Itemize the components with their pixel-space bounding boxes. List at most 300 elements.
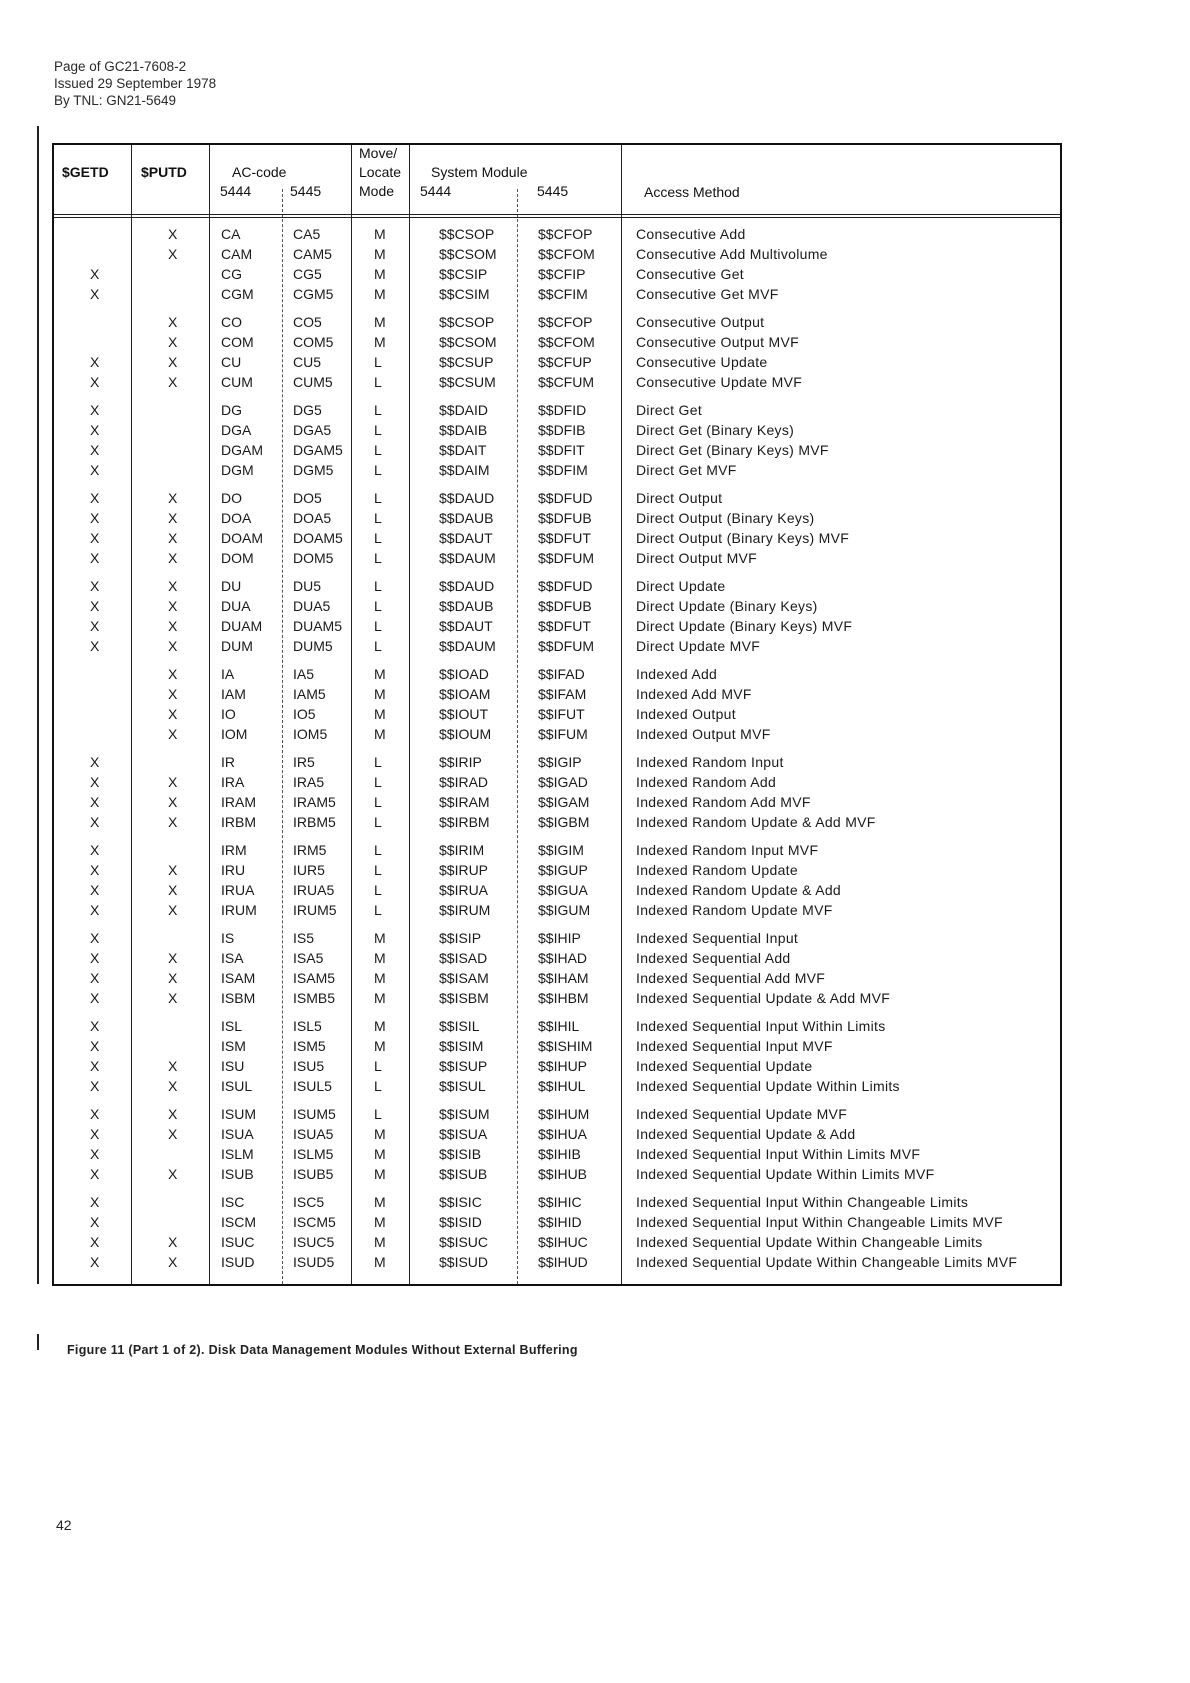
getd-cell: X (90, 970, 100, 986)
mode-cell: M (374, 1018, 386, 1034)
module-5444-cell: $$CSIP (439, 266, 488, 282)
table-row (54, 420, 1060, 440)
ac-5444-cell: ISAM (221, 970, 256, 986)
ac-5445-cell: ISU5 (293, 1058, 325, 1074)
ac-5444-cell: DUM (221, 638, 253, 654)
ac-5444-cell: DG (221, 402, 242, 418)
putd-cell: X (168, 794, 178, 810)
access-method-cell: Direct Output (Binary Keys) MVF (636, 530, 850, 546)
access-method-cell: Consecutive Get (636, 266, 744, 282)
row-group (54, 576, 1060, 664)
mode-cell: M (374, 1234, 386, 1250)
mode-cell: M (374, 706, 386, 722)
access-method-cell: Indexed Random Input MVF (636, 842, 819, 858)
ac-5444-cell: IRUA (221, 882, 255, 898)
module-5445-cell: $$IGUP (538, 862, 588, 878)
putd-cell: X (168, 902, 178, 918)
putd-cell: X (168, 666, 178, 682)
getd-cell: X (90, 794, 100, 810)
ac-5445-cell: CU5 (293, 354, 322, 370)
ac-5445-cell: DOAM5 (293, 530, 343, 546)
module-5445-cell: $$DFIB (538, 422, 586, 438)
mode-cell: M (374, 930, 386, 946)
module-5445-cell: $$IHUM (538, 1106, 590, 1122)
col-header-ac-5445: 5445 (290, 183, 322, 199)
putd-cell: X (168, 1106, 178, 1122)
putd-cell: X (168, 578, 178, 594)
ac-5444-cell: IRAM (221, 794, 256, 810)
revision-bar-caption (37, 1334, 39, 1350)
row-group (54, 928, 1060, 1016)
table-row (54, 988, 1060, 1008)
ac-5444-cell: DUA (221, 598, 251, 614)
access-method-cell: Direct Output (Binary Keys) (636, 510, 815, 526)
mode-cell: M (374, 1166, 386, 1182)
module-5445-cell: $$IFUM (538, 726, 588, 742)
ac-5444-cell: IRBM (221, 814, 256, 830)
table-row (54, 528, 1060, 548)
module-5445-cell: $$IHUA (538, 1126, 588, 1142)
getd-cell: X (90, 1254, 100, 1270)
ac-5445-cell: CA5 (293, 226, 321, 242)
ac-5445-cell: ISCM5 (293, 1214, 336, 1230)
getd-cell: X (90, 1214, 100, 1230)
module-5444-cell: $$IRAD (439, 774, 489, 790)
access-method-cell: Indexed Sequential Update & Add (636, 1126, 856, 1142)
ac-5444-cell: DO (221, 490, 242, 506)
ac-5445-cell: IA5 (293, 666, 315, 682)
putd-cell: X (168, 1078, 178, 1094)
ac-5445-cell: ISUD5 (293, 1254, 335, 1270)
access-method-cell: Indexed Sequential Update Within Limits (636, 1078, 900, 1094)
module-5445-cell: $$CFIM (538, 286, 588, 302)
ac-5445-cell: DGA5 (293, 422, 332, 438)
ac-5445-cell: DOA5 (293, 510, 332, 526)
getd-cell: X (90, 1194, 100, 1210)
mode-cell: M (374, 1126, 386, 1142)
table-row (54, 772, 1060, 792)
ac-5444-cell: CO (221, 314, 242, 330)
access-method-cell: Indexed Add (636, 666, 718, 682)
ac-5445-cell: DGAM5 (293, 442, 343, 458)
ac-5445-cell: IRBM5 (293, 814, 336, 830)
module-5444-cell: $$IRAM (439, 794, 490, 810)
access-method-cell: Direct Get (Binary Keys) MVF (636, 442, 829, 458)
module-5445-cell: $$IHBM (538, 990, 589, 1006)
module-5444-cell: $$ISBM (439, 990, 489, 1006)
access-method-cell: Indexed Output (636, 706, 736, 722)
access-method-cell: Consecutive Add Multivolume (636, 246, 828, 262)
putd-cell: X (168, 862, 178, 878)
module-5444-cell: $$IOUM (439, 726, 492, 742)
module-5445-cell: $$IHID (538, 1214, 582, 1230)
module-5445-cell: $$IHUL (538, 1078, 586, 1094)
getd-cell: X (90, 1038, 100, 1054)
mode-cell: L (374, 402, 382, 418)
table-row (54, 812, 1060, 832)
getd-cell: X (90, 754, 100, 770)
putd-cell: X (168, 726, 178, 742)
ac-5445-cell: IRUA5 (293, 882, 335, 898)
getd-cell: X (90, 550, 100, 566)
access-method-cell: Consecutive Update (636, 354, 768, 370)
module-5444-cell: $$IOAM (439, 686, 491, 702)
module-5445-cell: $$DFUM (538, 550, 595, 566)
table-row (54, 684, 1060, 704)
module-5444-cell: $$IRBM (439, 814, 490, 830)
getd-cell: X (90, 354, 100, 370)
ac-5445-cell: ISUB5 (293, 1166, 334, 1182)
ac-5445-cell: ISA5 (293, 950, 324, 966)
ac-5444-cell: CAM (221, 246, 253, 262)
header-tnl: By TNL: GN21-5649 (54, 93, 177, 108)
access-method-cell: Indexed Random Update & Add MVF (636, 814, 876, 830)
module-5444-cell: $$IOAD (439, 666, 489, 682)
access-method-cell: Indexed Sequential Update Within Changeable Limits MVF (636, 1254, 1018, 1270)
module-5445-cell: $$DFUB (538, 510, 592, 526)
module-5445-cell: $$CFOP (538, 226, 593, 242)
module-5445-cell: $$CFOM (538, 246, 595, 262)
getd-cell: X (90, 1078, 100, 1094)
ac-5444-cell: IA (221, 666, 235, 682)
ac-5444-cell: COM (221, 334, 254, 350)
getd-cell: X (90, 1166, 100, 1182)
putd-cell: X (168, 618, 178, 634)
module-5445-cell: $$CFUM (538, 374, 595, 390)
access-method-cell: Indexed Sequential Update (636, 1058, 813, 1074)
ac-5445-cell: IS5 (293, 930, 315, 946)
module-5444-cell: $$DAUB (439, 510, 494, 526)
module-5445-cell: $$DFUD (538, 578, 593, 594)
access-method-cell: Indexed Sequential Input Within Changeable Limits (636, 1194, 969, 1210)
table-row (54, 1252, 1060, 1272)
mode-cell: M (374, 314, 386, 330)
ac-5444-cell: ISUC (221, 1234, 255, 1250)
access-method-cell: Indexed Random Input (636, 754, 784, 770)
access-method-cell: Direct Update (Binary Keys) (636, 598, 818, 614)
ac-5444-cell: CGM (221, 286, 254, 302)
mode-cell: L (374, 442, 382, 458)
getd-cell: X (90, 930, 100, 946)
mode-cell: L (374, 462, 382, 478)
putd-cell: X (168, 510, 178, 526)
module-5444-cell: $$ISIB (439, 1146, 482, 1162)
module-5444-cell: $$DAIB (439, 422, 488, 438)
module-5444-cell: $$CSOM (439, 334, 497, 350)
ac-5444-cell: ISA (221, 950, 244, 966)
ac-5444-cell: IO (221, 706, 236, 722)
table-row (54, 1056, 1060, 1076)
mode-cell: M (374, 970, 386, 986)
col-header-ac-code: AC-code (232, 164, 287, 180)
module-5444-cell: $$IRUP (439, 862, 489, 878)
ac-5444-cell: IR (221, 754, 235, 770)
table-row (54, 1076, 1060, 1096)
putd-cell: X (168, 246, 178, 262)
module-5444-cell: $$DAIT (439, 442, 487, 458)
module-5445-cell: $$CFIP (538, 266, 586, 282)
ac-5445-cell: IRAM5 (293, 794, 336, 810)
module-5445-cell: $$IGAD (538, 774, 588, 790)
getd-cell: X (90, 1106, 100, 1122)
putd-cell: X (168, 638, 178, 654)
row-group (54, 224, 1060, 312)
table-row (54, 332, 1060, 352)
table-row (54, 1104, 1060, 1124)
ac-5444-cell: ISC (221, 1194, 245, 1210)
module-5445-cell: $$DFUM (538, 638, 595, 654)
module-5445-cell: $$IHIC (538, 1194, 582, 1210)
mode-cell: L (374, 814, 382, 830)
mode-cell: M (374, 1146, 386, 1162)
access-method-cell: Indexed Random Add (636, 774, 777, 790)
getd-cell: X (90, 462, 100, 478)
module-5445-cell: $$IFAD (538, 666, 585, 682)
access-method-cell: Consecutive Output (636, 314, 765, 330)
putd-cell: X (168, 1166, 178, 1182)
putd-cell: X (168, 530, 178, 546)
table-row (54, 948, 1060, 968)
module-5445-cell: $$IGBM (538, 814, 590, 830)
access-method-cell: Indexed Sequential Input Within Limits (636, 1018, 886, 1034)
module-5444-cell: $$CSUM (439, 374, 496, 390)
ac-5445-cell: IUR5 (293, 862, 325, 878)
table-row (54, 752, 1060, 772)
mode-cell: M (374, 686, 386, 702)
ac-5444-cell: IRU (221, 862, 246, 878)
putd-cell: X (168, 970, 178, 986)
module-5445-cell: $$DFIT (538, 442, 585, 458)
mode-cell: L (374, 638, 382, 654)
ac-5445-cell: ISUL5 (293, 1078, 332, 1094)
putd-cell: X (168, 550, 178, 566)
getd-cell: X (90, 510, 100, 526)
table-row (54, 312, 1060, 332)
module-5445-cell: $$CFOM (538, 334, 595, 350)
getd-cell: X (90, 1058, 100, 1074)
col-header-mode: Mode (359, 183, 395, 199)
table-row (54, 460, 1060, 480)
getd-cell: X (90, 374, 100, 390)
ac-5445-cell: IAM5 (293, 686, 326, 702)
mode-cell: M (374, 226, 386, 242)
putd-cell: X (168, 314, 178, 330)
table-row (54, 792, 1060, 812)
module-5445-cell: $$IHIB (538, 1146, 581, 1162)
table-row (54, 704, 1060, 724)
module-5444-cell: $$IRIP (439, 754, 482, 770)
mode-cell: M (374, 1194, 386, 1210)
col-header-move: Move/ (359, 145, 398, 161)
mode-cell: L (374, 618, 382, 634)
module-5445-cell: $$IGIM (538, 842, 584, 858)
table-row (54, 400, 1060, 420)
module-5444-cell: $$CSUP (439, 354, 494, 370)
table-row (54, 1016, 1060, 1036)
access-method-cell: Indexed Add MVF (636, 686, 752, 702)
table-row (54, 548, 1060, 568)
module-5444-cell: $$ISIP (439, 930, 482, 946)
module-5444-cell: $$IRIM (439, 842, 485, 858)
page-number: 42 (56, 1517, 72, 1533)
module-5444-cell: $$ISUP (439, 1058, 488, 1074)
col-header-access-method: Access Method (644, 184, 740, 200)
ac-5444-cell: ISUA (221, 1126, 254, 1142)
module-5445-cell: $$IGUA (538, 882, 588, 898)
ac-5445-cell: CAM5 (293, 246, 332, 262)
putd-cell: X (168, 950, 178, 966)
access-method-cell: Direct Get (636, 402, 703, 418)
ac-5444-cell: IS (221, 930, 235, 946)
getd-cell: X (90, 882, 100, 898)
module-5444-cell: $$ISIM (439, 1038, 484, 1054)
module-5445-cell: $$IGIP (538, 754, 582, 770)
module-5445-cell: $$DFUB (538, 598, 592, 614)
table-row (54, 440, 1060, 460)
revision-bar (37, 126, 39, 1284)
mode-cell: L (374, 530, 382, 546)
access-method-cell: Direct Output (636, 490, 723, 506)
access-method-cell: Indexed Random Add MVF (636, 794, 811, 810)
header-page-ref: Page of GC21-7608-2 (54, 59, 187, 74)
module-5444-cell: $$ISUA (439, 1126, 488, 1142)
access-method-cell: Indexed Sequential Update Within Changeable Limits (636, 1234, 983, 1250)
access-method-cell: Consecutive Add (636, 226, 746, 242)
ac-5445-cell: IRA5 (293, 774, 325, 790)
getd-cell: X (90, 598, 100, 614)
getd-cell: X (90, 950, 100, 966)
module-5445-cell: $$IFAM (538, 686, 587, 702)
table-row (54, 1232, 1060, 1252)
module-5445-cell: $$IFUT (538, 706, 585, 722)
ac-5445-cell: ISC5 (293, 1194, 325, 1210)
ac-5444-cell: DOAM (221, 530, 263, 546)
col-header-locate: Locate (359, 164, 402, 180)
mode-cell: M (374, 1214, 386, 1230)
mode-cell: M (374, 990, 386, 1006)
putd-cell: X (168, 374, 178, 390)
module-5444-cell: $$CSOP (439, 226, 495, 242)
mode-cell: M (374, 1254, 386, 1270)
module-5444-cell: $$ISUC (439, 1234, 489, 1250)
getd-cell: X (90, 774, 100, 790)
putd-cell: X (168, 334, 178, 350)
table-row (54, 860, 1060, 880)
row-group (54, 1192, 1060, 1280)
putd-cell: X (168, 882, 178, 898)
mode-cell: L (374, 902, 382, 918)
access-method-cell: Indexed Sequential Add MVF (636, 970, 826, 986)
table-row (54, 1164, 1060, 1184)
module-5445-cell: $$DFIM (538, 462, 588, 478)
module-5444-cell: $$DAIM (439, 462, 490, 478)
getd-cell: X (90, 530, 100, 546)
table-row (54, 900, 1060, 920)
ac-5445-cell: DGM5 (293, 462, 334, 478)
ac-5445-cell: DUA5 (293, 598, 331, 614)
access-method-cell: Consecutive Get MVF (636, 286, 779, 302)
mode-cell: L (374, 598, 382, 614)
putd-cell: X (168, 686, 178, 702)
putd-cell: X (168, 1126, 178, 1142)
ac-5444-cell: ISCM (221, 1214, 256, 1230)
access-method-cell: Consecutive Update MVF (636, 374, 803, 390)
ac-5444-cell: DGAM (221, 442, 263, 458)
module-5445-cell: $$ISHIM (538, 1038, 593, 1054)
getd-cell: X (90, 578, 100, 594)
access-method-cell: Indexed Sequential Update Within Limits MVF (636, 1166, 935, 1182)
module-5444-cell: $$IRUA (439, 882, 489, 898)
module-5444-cell: $$DAID (439, 402, 489, 418)
module-5445-cell: $$DFUT (538, 618, 591, 634)
document-header (54, 58, 216, 109)
mode-cell: M (374, 726, 386, 742)
col-header-system-module: System Module (431, 164, 528, 180)
getd-cell: X (90, 990, 100, 1006)
access-method-cell: Direct Get (Binary Keys) (636, 422, 795, 438)
module-5444-cell: $$DAUM (439, 550, 496, 566)
ac-5444-cell: IOM (221, 726, 248, 742)
modules-table (52, 143, 1062, 1286)
getd-cell: X (90, 286, 100, 302)
table-row (54, 284, 1060, 304)
mode-cell: M (374, 950, 386, 966)
module-5444-cell: $$ISID (439, 1214, 482, 1230)
mode-cell: L (374, 882, 382, 898)
access-method-cell: Indexed Sequential Update & Add MVF (636, 990, 891, 1006)
module-5445-cell: $$IHAD (538, 950, 588, 966)
access-method-cell: Indexed Sequential Update MVF (636, 1106, 848, 1122)
module-5445-cell: $$IHIP (538, 930, 581, 946)
ac-5445-cell: DUM5 (293, 638, 333, 654)
ac-5444-cell: ISM (221, 1038, 246, 1054)
ac-5445-cell: ISLM5 (293, 1146, 334, 1162)
module-5445-cell: $$IGUM (538, 902, 591, 918)
access-method-cell: Direct Update MVF (636, 638, 761, 654)
getd-cell: X (90, 902, 100, 918)
ac-5445-cell: IR5 (293, 754, 315, 770)
mode-cell: M (374, 286, 386, 302)
module-5444-cell: $$DAUM (439, 638, 496, 654)
ac-5444-cell: DUAM (221, 618, 263, 634)
ac-5444-cell: DGM (221, 462, 254, 478)
putd-cell: X (168, 226, 178, 242)
putd-cell: X (168, 490, 178, 506)
module-5444-cell: $$ISIL (439, 1018, 480, 1034)
header-rule (54, 217, 1060, 218)
putd-cell: X (168, 774, 178, 790)
module-5445-cell: $$IHIL (538, 1018, 580, 1034)
access-method-cell: Indexed Random Update (636, 862, 798, 878)
row-group (54, 752, 1060, 840)
module-5444-cell: $$ISIC (439, 1194, 482, 1210)
ac-5444-cell: ISBM (221, 990, 256, 1006)
ac-5445-cell: DUAM5 (293, 618, 343, 634)
table-row (54, 636, 1060, 656)
ac-5444-cell: ISU (221, 1058, 245, 1074)
module-5444-cell: $$ISUD (439, 1254, 489, 1270)
ac-5444-cell: CA (221, 226, 241, 242)
table-row (54, 724, 1060, 744)
module-5444-cell: $$ISUB (439, 1166, 488, 1182)
putd-cell: X (168, 1254, 178, 1270)
getd-cell: X (90, 1146, 100, 1162)
ac-5445-cell: ISMB5 (293, 990, 336, 1006)
module-5444-cell: $$CSOM (439, 246, 497, 262)
access-method-cell: Consecutive Output MVF (636, 334, 799, 350)
access-method-cell: Indexed Output MVF (636, 726, 771, 742)
mode-cell: M (374, 334, 386, 350)
